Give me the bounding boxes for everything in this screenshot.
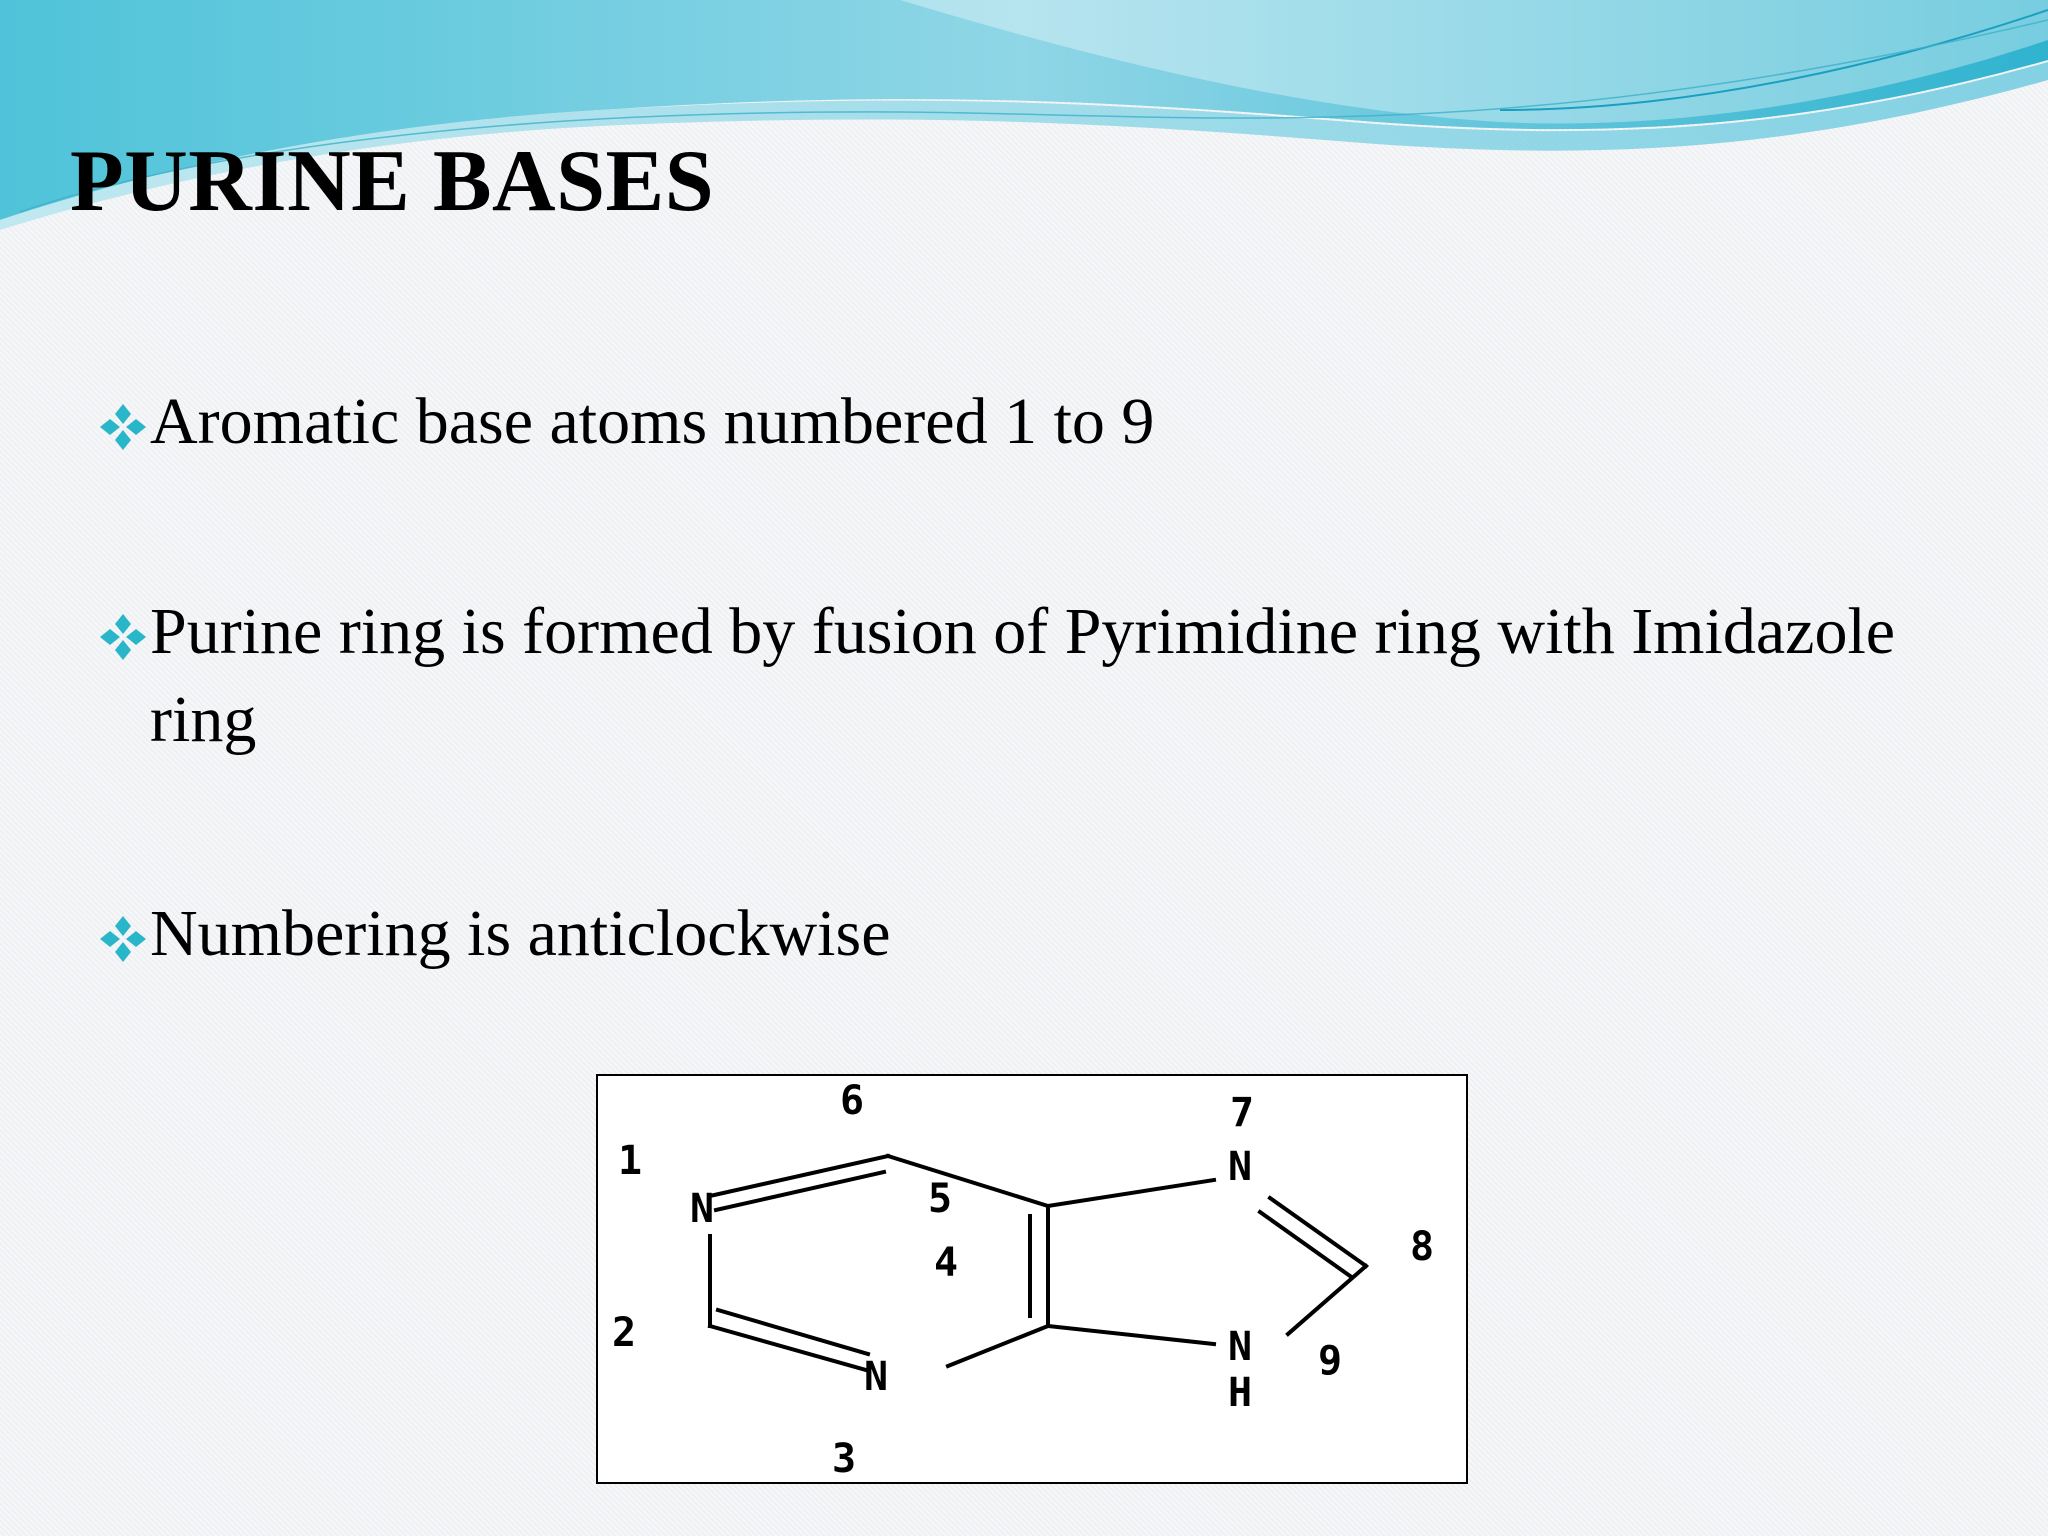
atom-number-label: 1 [618,1138,643,1184]
bond-c8-n9 [1288,1266,1366,1334]
bullet-item [96,890,1910,978]
atom-number-label: 6 [840,1078,865,1124]
atom-number-label: 4 [934,1240,959,1286]
atom-symbol-n1: N [690,1186,715,1232]
bond-n3-c4 [948,1326,1048,1366]
bullet-text: Aromatic base atoms numbered 1 to 9 [150,385,1155,458]
atom-number-label: 9 [1318,1338,1343,1384]
purine-structure-diagram [596,1074,1468,1484]
bullet-text: Numbering is anticlockwise [150,897,891,970]
atom-number-label: 8 [1410,1224,1435,1270]
four-diamond-icon [96,400,150,454]
bond-n7-c8 [1270,1198,1366,1266]
bond-c6-c5 [888,1156,1048,1206]
four-diamond-icon [96,912,150,966]
bond-c4-n9 [1048,1326,1214,1344]
bullet-item [96,378,1910,466]
atom-symbol-n3: N [864,1354,889,1400]
bullet-item [96,588,1910,764]
atom-number-label: 2 [612,1310,637,1356]
bullet-text: Purine ring is formed by fusion of Pyrimidine ring with Imidazole ring [150,595,1896,756]
atom-number-label: 5 [928,1176,953,1222]
atom-symbol-h9: H [1228,1370,1253,1416]
atom-symbol-n9: N [1228,1324,1253,1370]
four-diamond-icon [96,610,150,664]
bond-c5-n7 [1048,1180,1214,1206]
purine-structure-svg [598,1076,1466,1482]
atom-number-label: 7 [1230,1090,1255,1136]
atom-symbol-n7: N [1228,1144,1253,1190]
slide-title: PURINE BASES [70,133,715,230]
atom-number-label: 3 [832,1436,857,1482]
